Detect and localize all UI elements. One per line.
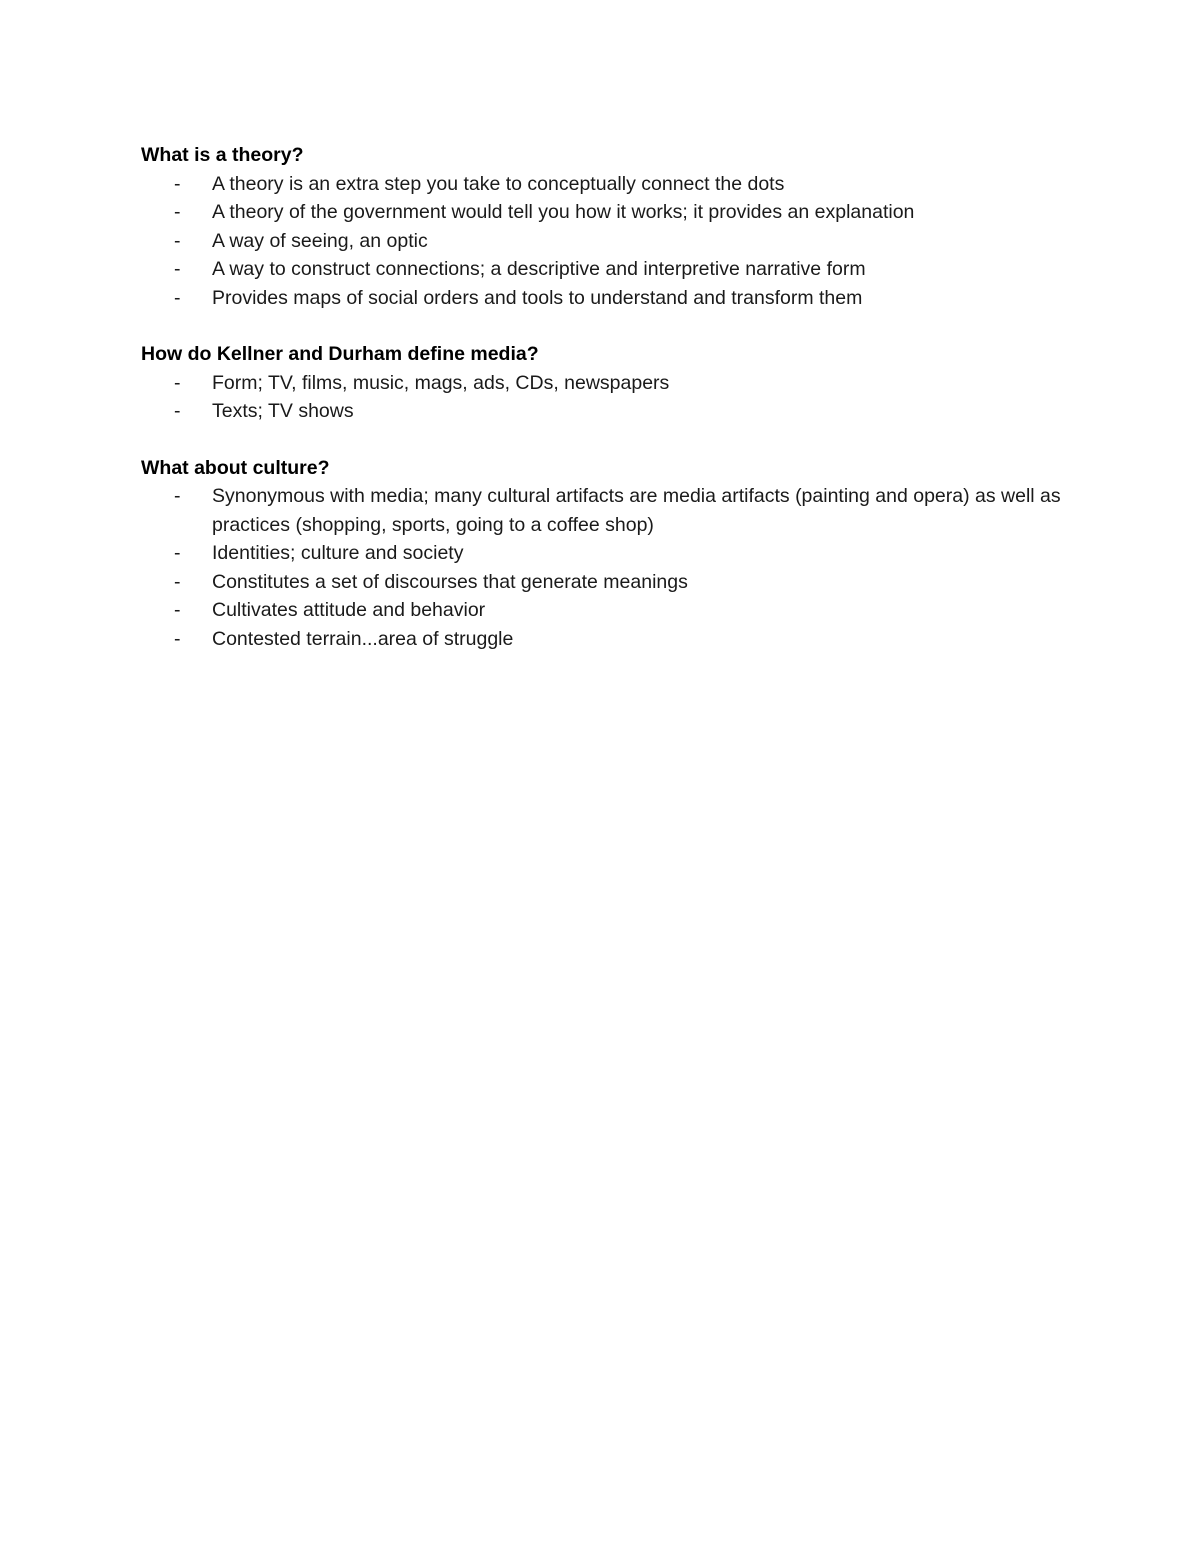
list-item-text: Synonymous with media; many cultural artifacts are media artifacts (painting and opera) as well as practices (shopping, sports, going to a coffee shop) xyxy=(212,485,1061,536)
list-item-text: A theory of the government would tell you how it works; it provides an explanation xyxy=(212,201,915,223)
dash-bullet: - xyxy=(174,627,181,650)
dash-bullet: - xyxy=(174,542,181,564)
dash-bullet: - xyxy=(174,201,181,223)
list-item-text: A theory is an extra step you take to conceptually connect the dots xyxy=(212,172,785,195)
section-theory xyxy=(141,141,1071,312)
section-heading: What is a theory? xyxy=(141,144,304,166)
list-item-text: Cultivates attitude and behavior xyxy=(212,599,486,621)
list-item xyxy=(141,568,1071,597)
section-media xyxy=(141,340,1071,426)
section-heading: How do Kellner and Durham define media? xyxy=(141,343,539,365)
dash-bullet: - xyxy=(174,286,181,309)
list-item-text: Provides maps of social orders and tools to understand and transform them xyxy=(212,286,863,309)
list-item xyxy=(141,170,1071,199)
list-item-text: Contested terrain...area of struggle xyxy=(212,627,514,650)
dash-bullet: - xyxy=(174,400,181,422)
dash-bullet: - xyxy=(174,485,181,507)
bullet-list xyxy=(141,170,1071,313)
list-item-text: Form; TV, films, music, mags, ads, CDs, newspapers xyxy=(212,371,670,394)
list-item xyxy=(141,227,1071,256)
dash-bullet: - xyxy=(174,172,181,195)
list-item xyxy=(141,539,1071,568)
list-item xyxy=(141,284,1071,313)
bullet-list xyxy=(141,482,1071,653)
list-item xyxy=(141,369,1071,398)
list-item xyxy=(141,198,1071,227)
bullet-list xyxy=(141,369,1071,426)
section-heading: What about culture? xyxy=(141,456,330,479)
list-item-text: Identities; culture and society xyxy=(212,542,464,564)
list-item-text: A way to construct connections; a descriptive and interpretive narrative form xyxy=(212,258,866,280)
dash-bullet: - xyxy=(174,229,181,252)
list-item xyxy=(141,596,1071,625)
dash-bullet: - xyxy=(174,258,181,280)
dash-bullet: - xyxy=(174,371,181,394)
list-item xyxy=(141,255,1071,284)
list-item xyxy=(141,625,1071,654)
list-item-text: Texts; TV shows xyxy=(212,400,354,422)
dash-bullet: - xyxy=(174,570,181,593)
list-item-text: Constitutes a set of discourses that generate meanings xyxy=(212,570,688,593)
dash-bullet: - xyxy=(174,599,181,621)
list-item xyxy=(141,397,1071,426)
document-content xyxy=(141,141,1071,681)
section-culture xyxy=(141,454,1071,654)
list-item-text: A way of seeing, an optic xyxy=(212,229,428,252)
list-item xyxy=(141,482,1071,539)
